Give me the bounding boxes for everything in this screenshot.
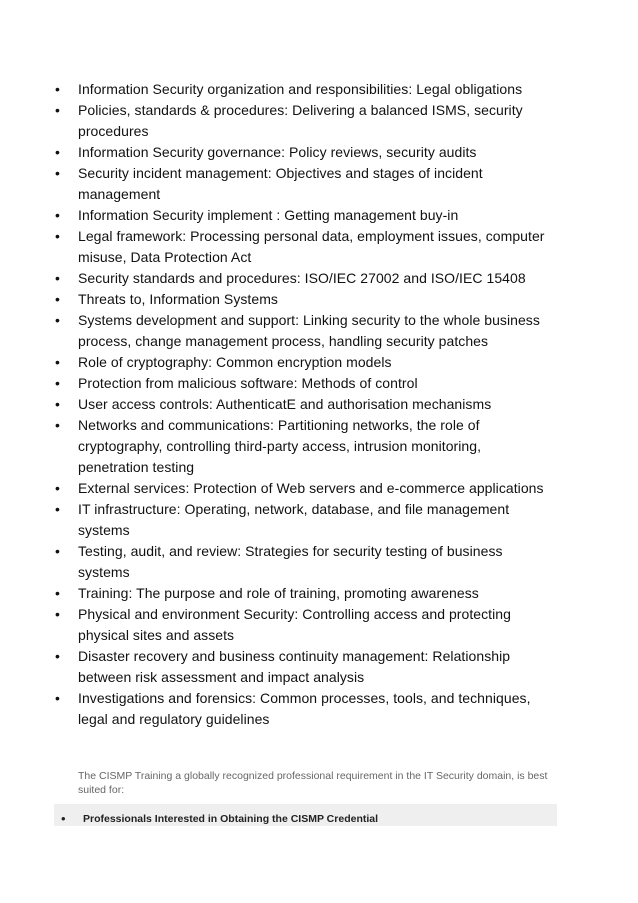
cismp-intro-paragraph: The CISMP Training a globally recognized professional requirement in the IT Security domain, is best suited for:	[78, 770, 548, 796]
bullet-item-5: • Information Security implement : Getting management buy-in	[54, 205, 554, 226]
bullet-item-16: • Testing, audit, and review: Strategies for security testing of business systems	[54, 541, 554, 583]
bullet-item-15: • IT infrastructure: Operating, network, database, and file management systems	[54, 499, 554, 541]
bullet-item-10: • Role of cryptography: Common encryption models	[54, 352, 554, 373]
bullet-item-8: • Threats to, Information Systems	[54, 289, 554, 310]
bullet-item-6: • Legal framework: Processing personal data, employment issues, computer misuse, Data Protection Act	[54, 226, 554, 268]
bullet-item-18: • Physical and environment Security: Controlling access and protecting physical sites and assets	[54, 604, 554, 646]
bullet-item-4: • Security incident management: Objectives and stages of incident management	[54, 163, 554, 205]
bullet-item-1: • Information Security organization and responsibilities: Legal obligations	[54, 79, 554, 100]
bullet-item-7: • Security standards and procedures: ISO/IEC 27002 and ISO/IEC 15408	[54, 268, 554, 289]
bullet-item-12: • User access controls: AuthenticatE and authorisation mechanisms	[54, 394, 554, 415]
bullet-item-19: • Disaster recovery and business continuity management: Relationship between risk assessment and impact analysis	[54, 646, 554, 688]
bullet-item-3: • Information Security governance: Policy reviews, security audits	[54, 142, 554, 163]
bullet-item-20: • Investigations and forensics: Common processes, tools, and techniques, legal and regulatory guidelines	[54, 688, 554, 730]
bullet-item-11: • Protection from malicious software: Methods of control	[54, 373, 554, 394]
bullet-item-14: • External services: Protection of Web servers and e-commerce applications	[54, 478, 554, 499]
bullet-item-2: • Policies, standards & procedures: Delivering a balanced ISMS, security procedures	[54, 100, 554, 142]
highlight-bullet-icon: •	[61, 811, 66, 826]
bullet-item-13: • Networks and communications: Partitioning networks, the role of cryptography, controlling third-party access, intrusion monitoring, penetration testing	[54, 415, 554, 478]
bullet-item-9: • Systems development and support: Linking security to the whole business process, change management process, handling security patches	[54, 310, 554, 352]
highlight-item-text: Professionals Interested in Obtaining the CISMP Credential	[83, 813, 379, 825]
bullet-item-17: • Training: The purpose and role of training, promoting awareness	[54, 583, 554, 604]
topics-bullet-list	[54, 79, 554, 730]
